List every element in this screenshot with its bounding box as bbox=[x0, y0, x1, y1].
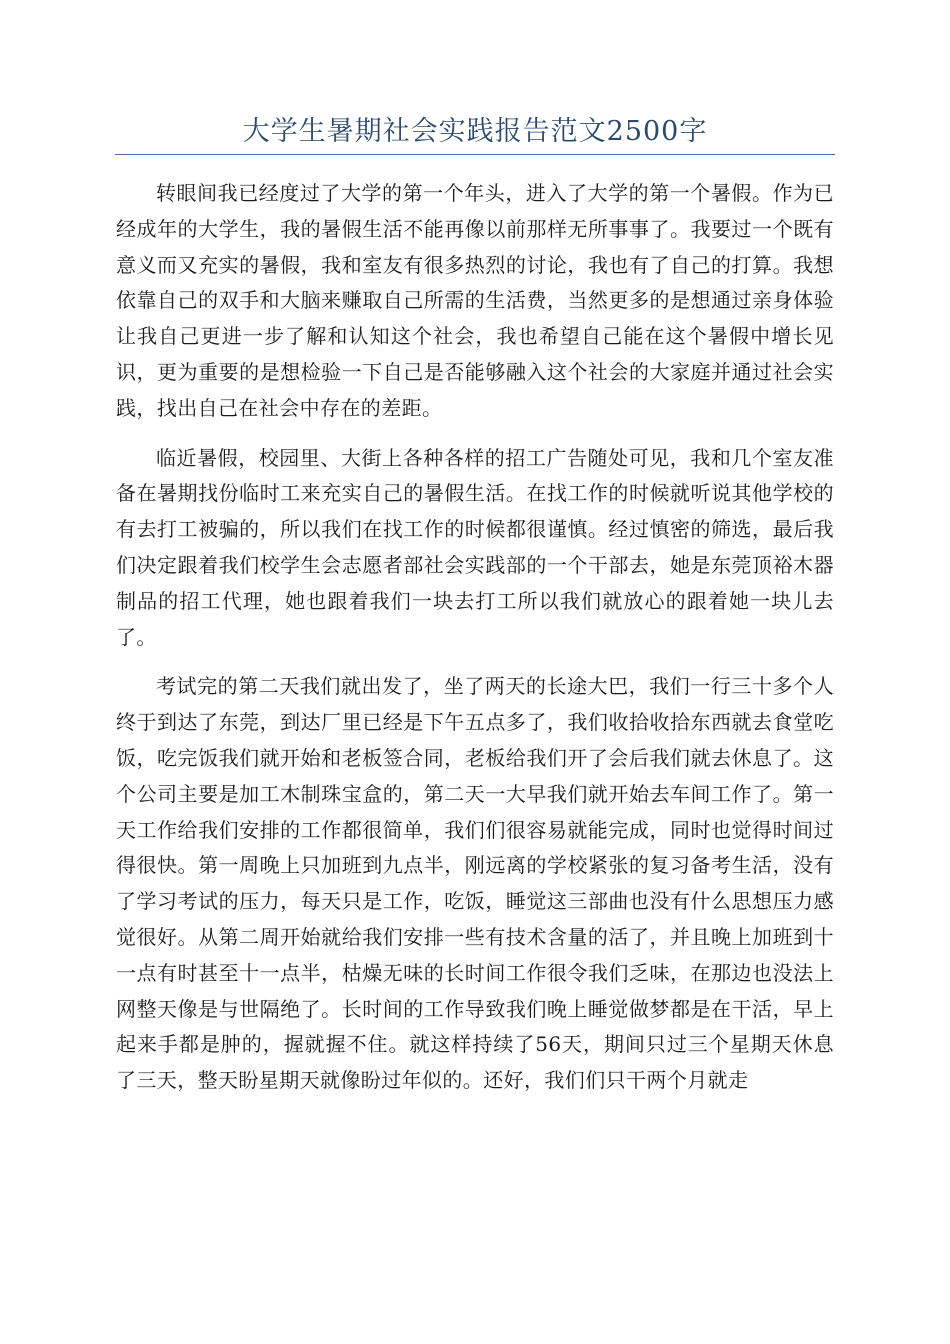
document-title: 大学生暑期社会实践报告范文2500字 bbox=[242, 116, 708, 147]
paragraph-3: 考试完的第二天我们就出发了，坐了两天的长途大巴，我们一行三十多个人终于到达了东莞，到达厂里已经是下午五点多了，我们收拾收拾东西就去食堂吃饭，吃完饭我们就开始和老板签合同，老板给我们开了会后我们就去休息了。这个公司主要是加工木制珠宝盒的，第二天一大早我们就开始去车间工作了。第一天工作给我们安排的工作都很简单，我们们很容易就能完成，同时也觉得时间过得很快。第一周晚上只加班到九点半，刚远离的学校紧张的复习备考生活，没有了学习考试的压力，每天只是工作，吃饭，睡觉这三部曲也没有什么思想压力感觉很好。从第二周开始就给我们安排一些有技术含量的活了，并且晚上加班到十一点有时甚至十一点半，枯燥无味的长时间工作很令我们乏味，在那边也没法上网整天像是与世隔绝了。长时间的工作导致我们晚上睡觉做梦都是在干活，早上起来手都是肿的，握就握不住。就这样持续了56天，期间只过三个星期天休息了三天，整天盼星期天就像盼过年似的。还好，我们们只干两个月就走 bbox=[116, 674, 834, 1093]
paragraph-2: 临近暑假，校园里、大街上各种各样的招工广告随处可见，我和几个室友准备在暑期找份临时工来充实自己的暑假生活。在找工作的时候就听说其他学校的有去打工被骗的，所以我们在找工作的时候都很谨慎。经过慎密的筛选，最后我们决定跟着我们校学生会志愿者部社会实践部的一个干部去，她是东莞顶裕木器制品的招工代理，她也跟着我们一块去打工所以我们就放心的跟着她一块儿去了。 bbox=[116, 445, 834, 649]
title-underline bbox=[115, 154, 835, 155]
paragraph-1: 转眼间我已经度过了大学的第一个年头，进入了大学的第一个暑假。作为已经成年的大学生，我的暑假生活不能再像以前那样无所事事了。我要过一个既有意义而又充实的暑假，我和室友有很多热烈的讨论，我也有了自己的打算。我想依靠自己的双手和大脑来赚取自己所需的生活费，当然更多的是想通过亲身体验让我自己更进一步了解和认知这个社会，我也希望自己能在这个暑假中增长见识，更为重要的是想检验一下自己是否能够融入这个社会的大家庭并通过社会实践，找出自己在社会中存在的差距。 bbox=[116, 181, 834, 420]
document-body bbox=[116, 176, 834, 1113]
